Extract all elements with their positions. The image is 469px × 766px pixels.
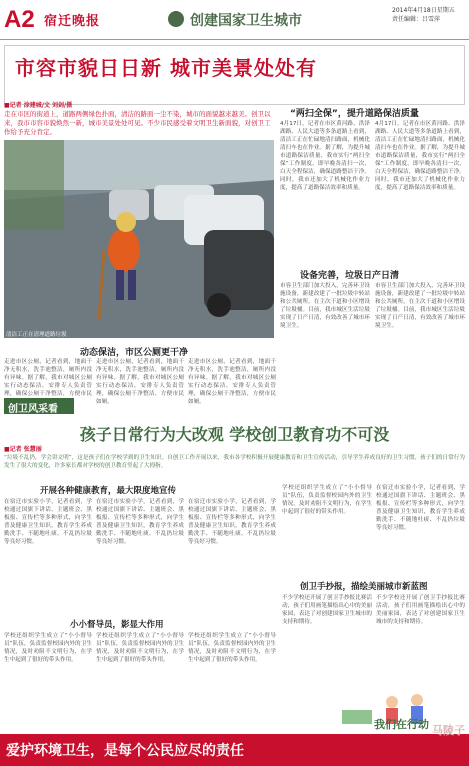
feature-col-a2: 在宿迁市实验小学，记者看到，学校通过国旗下讲话、主题班会、黑板报、宣传栏等多种形式，向学生普及健康卫生知识，教育学生养成勤洗手、不随地吐痰、不乱扔垃圾等良好习惯。	[96, 499, 184, 545]
headline-lead: 走在市区的街道上，道路两侧绿色扑面，清洁的路面一尘不染，城市的面貌越来越美。创卫以来，我市市容市貌焕然一新，城市美景处处可见。不少市民感受着文明卫生新面貌，对创卫工作给予充分肯定。	[4, 110, 271, 136]
section1-subhead: “两扫全保”，提升道路保洁质量	[290, 109, 419, 119]
feature-col-b2: 学校还组织学生成立了“小小督导员”队伍，负责监督校园内外的卫生情况，及时劝阻不文明行为，在学生中起到了很好的带头作用。	[96, 633, 184, 663]
headline-banner	[4, 45, 465, 105]
feature-col-b3: 学校还组织学生成立了“小小督导员”队伍，负责监督校园内外的卫生情况，及时劝阻不文明行为，在学生中起到了很好的带头作用。	[188, 633, 276, 663]
page-header	[0, 0, 469, 40]
footer-slogan: 爱护环境卫生，是每个公民应尽的责任	[6, 743, 244, 759]
street-photo	[4, 140, 274, 338]
section1-body-col2: 4月17日，记者在市区黄河路、洪泽湖路、人民大道等多条道路上看到，清洁工正在忙碌地清扫路面，机械化清扫车也在作业。据了解，为提升城市道路保洁质量，我市实行“两扫全保”工作制度，即早晚各清扫一次，白天全程保洁，确保道路整洁干净。同时，我市还加大了机械化作业力度，提高了道路保洁效率和质量。	[375, 121, 465, 191]
street-photo-image	[4, 140, 274, 338]
watermark-logo: 马陵子	[432, 724, 465, 737]
photo-caption: 清洁工正在清理道路垃圾	[6, 332, 67, 338]
section2-body-col2: 市容卫生部门加大投入，完善环卫设施设备，新建改建了一批垃圾中转站和公共厕所，在主次干道和小区增设了垃圾桶。目前，我市城区生活垃圾实现了日产日清，有效改善了城市环境卫生。	[375, 283, 465, 329]
editor-line: 责任编辑：吕雪萍	[392, 16, 441, 23]
feature-title: 孩子日常行为大改观 学校创卫教育功不可没	[79, 425, 390, 444]
paper-name: 宿迁晚报	[44, 14, 101, 29]
section3-body-col3: 走进市区公厕，记者看到，地面干净无积水，洗手池整洁，厕所内没有异味。据了解，我市对城区公厕实行动态保洁，安排专人负责管理，确保公厕干净整洁，方便市民如厕。	[188, 359, 276, 405]
section2-subhead: 设备完善，垃圾日产日清	[300, 271, 400, 281]
feature-byline: ■记者 张慧丽	[4, 446, 42, 453]
section3-body-col1: 走进市区公厕，记者看到，地面干净无积水，洗手池整洁，厕所内没有异味。据了解，我市对城区公厕实行动态保洁，安排专人负责管理，确保公厕干净整洁，方便市民	[4, 359, 92, 397]
illustration-caption: 我们在行动	[374, 718, 429, 731]
feature-col-c2: 不少学校还开展了创卫手抄报比赛活动，孩子们用画笔描绘出心中的美丽家园，表达了对创建国家卫生城市的支持和期待。	[376, 595, 465, 625]
date-line: 2014年4月18日星期五	[392, 7, 455, 14]
section3-body-col2: 走进市区公厕，记者看到，地面干净无积水，洗手池整洁，厕所内没有异味。据了解，我市对城区公厕实行动态保洁，安排专人负责管理，确保公厕干净整洁，方便市民如厕。	[96, 359, 184, 405]
feature-col-a3: 在宿迁市实验小学，记者看到，学校通过国旗下讲话、主题班会、黑板报、宣传栏等多种形式，向学生普及健康卫生知识，教育学生养成勤洗手、不随地吐痰、不乱扔垃圾等良好习惯。	[188, 499, 276, 545]
feature-right-col2: 在宿迁市实验小学，记者看到，学校通过国旗下讲话、主题班会、黑板报、宣传栏等多种形式，向学生普及健康卫生知识，教育学生养成勤洗手、不随地吐痰、不乱扔垃圾等良好习惯。	[376, 485, 465, 531]
section3-subhead: 动态保洁，市区公厕更干净	[80, 348, 189, 358]
page-number: A2	[4, 6, 35, 33]
section1-body-col1: 4月17日，记者在市区黄河路、洪泽湖路、人民大道等多条道路上看到，清洁工正在忙碌地清扫路面，机械化清扫车也在作业。据了解，为提升城市道路保洁质量，我市实行“两扫全保”工作制度，即早晚各清扫一次，白天全程保洁，确保道路整洁干净。同时，我市还加大了机械化作业力度，提高了道路保洁效率和质量。	[280, 121, 370, 191]
headline-byline: ■记者 涂建城/文 刘剑/摄	[4, 102, 73, 109]
feature-col-a1: 在宿迁市实验小学，记者看到，学校通过国旗下讲话、主题班会、黑板报、宣传栏等多种形式，向学生普及健康卫生知识，教育学生养成勤洗手、不随地吐痰、不乱扔垃圾等良好习惯。	[4, 499, 92, 545]
section-icon	[168, 11, 184, 27]
section-title: 创建国家卫生城市	[190, 13, 302, 29]
feature-subhead-b: 小小督导员，影显大作用	[70, 620, 164, 630]
feature-subhead-c: 创卫手抄报，描绘美丽城市新蓝图	[300, 582, 428, 592]
watermark-site: www.sqmlzx.net	[397, 746, 463, 755]
issue-date	[392, 6, 455, 24]
feature-col-b1: 学校还组织学生成立了“小小督导员”队伍，负责监督校园内外的卫生情况，及时劝阻不文明行为，在学生中起到了很好的带头作用。	[4, 633, 92, 663]
feature-col-c1: 不少学校还开展了创卫手抄报比赛活动，孩子们用画笔描绘出心中的美丽家园，表达了对创建国家卫生城市的支持和期待。	[282, 595, 372, 625]
feature-subhead-a: 开展各种健康教育，最大限度地宣传	[40, 486, 177, 496]
section2-body-col1: 市容卫生部门加大投入，完善环卫设施设备，新建改建了一批垃圾中转站和公共厕所，在主次干道和小区增设了垃圾桶。目前，我市城区生活垃圾实现了日产日清，有效改善了城市环境卫生。	[280, 283, 370, 329]
headline-title: 市容市貌日日新 城市美景处处有	[15, 56, 317, 80]
column-badge: 创卫风采看	[4, 398, 74, 414]
feature-right-col1: 学校还组织学生成立了“小小督导员”队伍，负责监督校园内外的卫生情况，及时劝阻不文明行为，在学生中起到了很好的带头作用。	[282, 485, 372, 515]
feature-intro: “垃圾不乱扔，学会讲文明”，这是孩子们在学校学到的卫生知识。自创卫工作开展以来，我市各学校积极开展健康教育和卫生宣传活动，引导学生养成良好的卫生习惯，孩子们的日常行为发生了很大的变化，许多家长都对学校的创卫教育竖起了大拇指。	[4, 455, 465, 469]
